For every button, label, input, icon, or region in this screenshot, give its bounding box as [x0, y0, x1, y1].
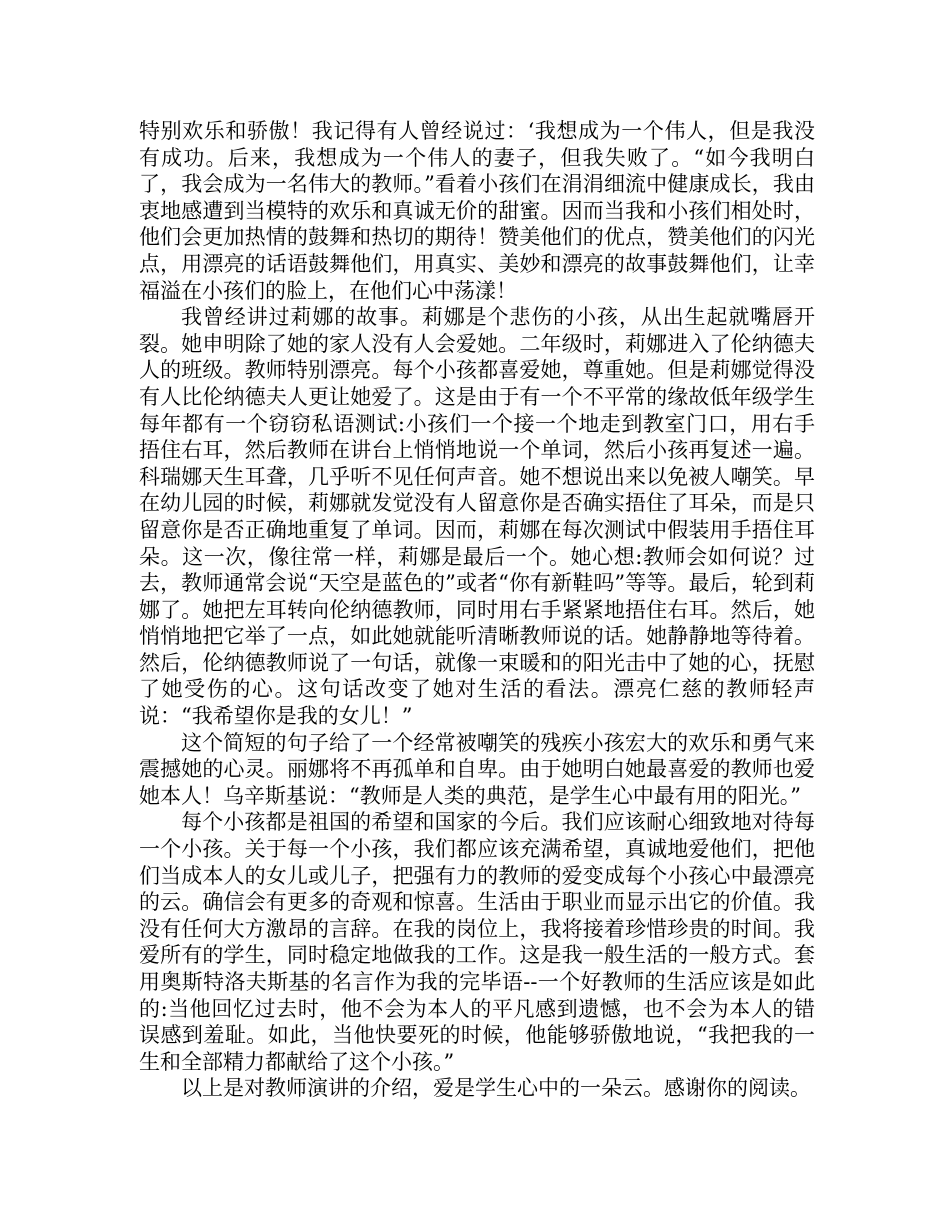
document-page [139, 118, 815, 1102]
paragraph-4: 每个小孩都是祖国的希望和国家的今后。我们应该耐心细致地对待每一个小孩。关于每一个小孩，我们都应该充满希望，真诚地爱他们，把他们当成本人的女儿或儿子，把强有力的教师的爱变成每个小孩心中最漂亮的云。确信会有更多的奇观和惊喜。生活由于职业而显示出它的价值。我没有任何大方激昂的言辞。在我的岗位上，我将接着珍惜珍贵的时间。我爱所有的学生，同时稳定地做我的工作。这是我一般生活的一般方式。套用奥斯特洛夫斯基的名言作为我的完毕语--一个好教师的生活应该是如此的:当他回忆过去时，他不会为本人的平凡感到遗憾，也不会为本人的错误感到羞耻。如此，当他快要死的时候，他能够骄傲地说，“我把我的一生和全部精力都献给了这个小孩。” [139, 810, 815, 1074]
paragraph-1: 特别欢乐和骄傲！我记得有人曾经说过：‘我想成为一个伟人，但是我没有成功。后来，我想成为一个伟人的妻子，但我失败了。“如今我明白了，我会成为一名伟大的教师。”看着小孩们在涓涓细流中健康成长，我由衷地感遭到当模特的欢乐和真诚无价的甜蜜。因而当我和小孩们相处时，他们会更加热情的鼓舞和热切的期待！赞美他们的优点，赞美他们的闪光点，用漂亮的话语鼓舞他们，用真实、美妙和漂亮的故事鼓舞他们，让幸福溢在小孩们的脸上，在他们心中荡漾！ [139, 119, 815, 303]
paragraph-2: 我曾经讲过莉娜的故事。莉娜是个悲伤的小孩，从出生起就嘴唇开裂。她申明除了她的家人没有人会爱她。二年级时，莉娜进入了伦纳德夫人的班级。教师特别漂亮。每个小孩都喜爱她，尊重她。但是莉娜觉得没有人比伦纳德夫人更让她爱了。这是由于有一个不平常的缘故低年级学生每年都有一个窃窃私语测试:小孩们一个接一个地走到教室门口，用右手捂住右耳，然后教师在讲台上悄悄地说一个单词，然后小孩再复述一遍。科瑞娜天生耳聋，几乎听不见任何声音。她不想说出来以免被人嘲笑。早在幼儿园的时候，莉娜就发觉没有人留意你是否确实捂住了耳朵，而是只留意你是否正确地重复了单词。因而，莉娜在每次测试中假装用手捂住耳朵。这一次，像往常一样，莉娜是最后一个。她心想:教师会如何说？过去，教师通常会说“天空是蓝色的”或者“你有新鞋吗”等等。最后，轮到莉娜了。她把左耳转向伦纳德教师，同时用右手紧紧地捂住右耳。然后，她悄悄地把它举了一点，如此她就能听清晰教师说的话。她静静地等待着。然后，伦纳德教师说了一句话，就像一束暖和的阳光击中了她的心，抚慰了她受伤的心。这句话改变了她对生活的看法。漂亮仁慈的教师轻声说：“我希望你是我的女儿！” [139, 305, 815, 729]
paragraph-3: 这个简短的句子给了一个经常被嘲笑的残疾小孩宏大的欢乐和勇气来震撼她的心灵。丽娜将不再孤单和自卑。由于她明白她最喜爱的教师也爱她本人！乌辛斯基说：“教师是人类的典范，是学生心中最有用的阳光。” [139, 730, 815, 808]
paragraph-5: 以上是对教师演讲的介绍，爱是学生心中的一朵云。感谢你的阅读。 [181, 1076, 811, 1101]
